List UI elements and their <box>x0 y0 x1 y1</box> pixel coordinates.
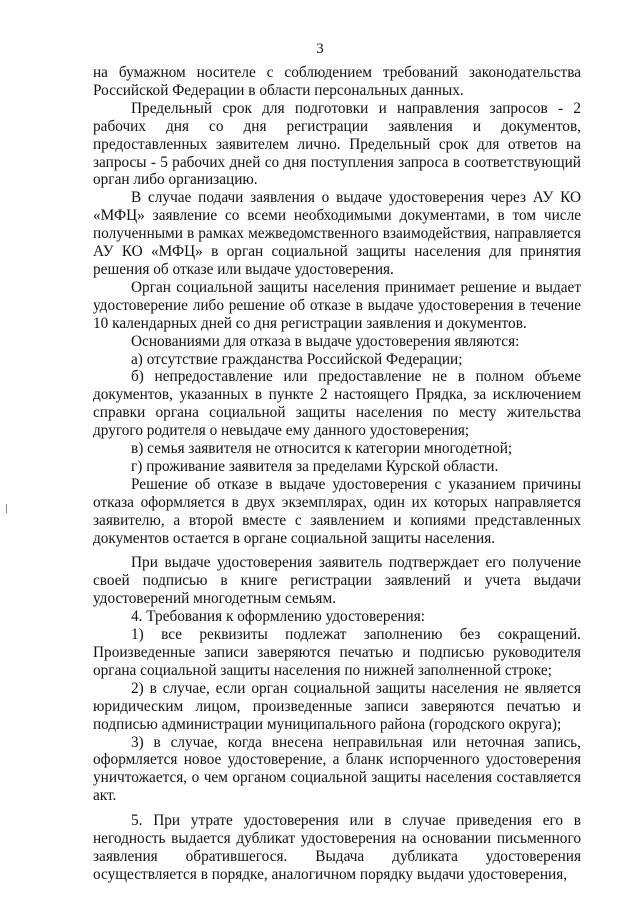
paragraph-refusal-grounds: Основаниями для отказа в выдаче удостоверения являются: <box>131 332 520 350</box>
paragraph-refusal-decision: Решение об отказе в выдаче удостоверения с указанием причины отказа оформляется в двух экземплярах, один их которых направляется заявителю, а второй вместе с заявлением и копиями представленных документов остается в органе социальной защиты населения. <box>93 475 581 547</box>
page-number: 3 <box>316 41 324 57</box>
section-5: 5. При утрате удостоверения или в случае приведения его в негодность выдается дубликат удостоверения на основании письменного заявления обратившегося. Выдача дубликата удостоверения осуществляется в порядке, аналогичном порядку выдачи удостоверения, <box>93 812 581 883</box>
section-4-heading: 4. Требования к оформлению удостоверения: <box>131 608 426 626</box>
section-4-item-1: 1) все реквизиты подлежат заполнению без сокращений. Произведенные записи заверяются печатью и подписью руководителя органа социальной защиты населения по нижней заполненной строке; <box>93 626 581 679</box>
list-item-a: а) отсутствие гражданства Российской Федерации; <box>131 350 463 368</box>
list-item-b: б) непредоставление или предоставление не в полном объеме документов, указанных в пункте 2 настоящего Прядка, за исключением справки органа социальной защиты населения по месту жительства другого родителя о невыдаче ему данного удостоверения; <box>93 368 581 440</box>
section-4-item-2: 2) в случае, если орган социальной защиты населения не является юридическим лицом, произведенные записи заверяются печатью и подписью администрации муниципального района (городского округа); <box>93 679 581 733</box>
paragraph-request-deadline: Предельный срок для подготовки и направления запросов - 2 рабочих дня со дня регистрации заявления и документов, предоставленных заявителем лично. Предельный срок для ответов на запросы - 5 рабочих дней со дня поступления запроса в соответствующий орган либо организацию. <box>93 99 581 189</box>
document-body <box>93 64 581 884</box>
section-4-item-3: 3) в случае, когда внесена неправильная или неточная запись, оформляется новое удостоверение, а бланк испорченного удостоверения уничтожается, о чем органом социальной защиты населения составляется акт. <box>93 733 581 805</box>
list-item-g: г) проживание заявителя за пределами Курской области. <box>131 457 499 475</box>
margin-mark <box>6 504 7 513</box>
paragraph-decision: Орган социальной защиты населения принимает решение и выдает удостоверение либо решение об отказе в выдаче удостоверения в течение 10 календарных дней со дня регистрации заявления и документов. <box>93 278 581 332</box>
paragraph-continuation: на бумажном носителе с соблюдением требований законодательства Российской Федерации в области персональных данных. <box>93 64 581 99</box>
list-item-v: в) семья заявителя не относится к категории многодетной; <box>131 440 513 458</box>
paragraph-receipt: При выдаче удостоверения заявитель подтверждает его получение своей подписью в книге регистрации заявлений и учета выдачи удостоверений многодетным семьям. <box>93 554 581 608</box>
paragraph-mfc-submission: В случае подачи заявления о выдаче удостоверения через АУ КО «МФЦ» заявление со всеми необходимыми документами, в том числе полученными в рамках межведомственного взаимодействия, направляется АУ КО «МФЦ» в орган социальной защиты населения для принятия решения об отказе или выдаче удостоверения. <box>93 189 581 278</box>
